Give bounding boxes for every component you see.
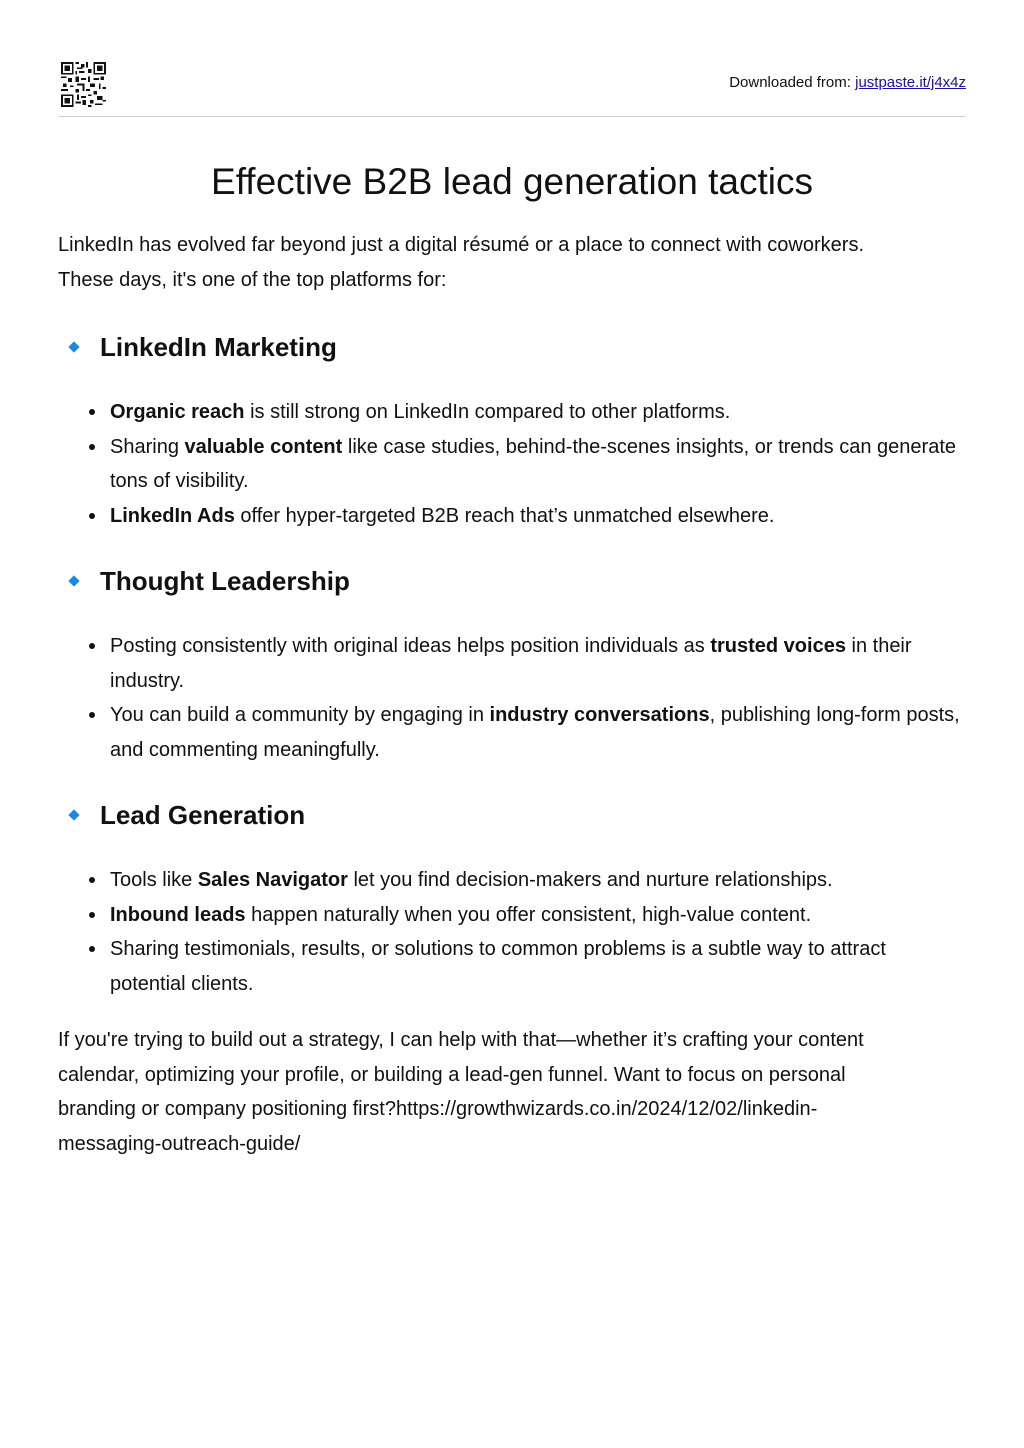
list-item bbox=[110, 499, 966, 534]
section-heading bbox=[58, 798, 966, 832]
source-link[interactable]: justpaste.it/j4x4z bbox=[855, 74, 966, 91]
item-bold-text: industry conversations bbox=[489, 704, 710, 726]
item-text: in their industry. bbox=[110, 635, 912, 692]
diamond-bullet-icon bbox=[68, 341, 79, 352]
outro-line: messaging-outreach-guide/ bbox=[58, 1132, 301, 1155]
download-source bbox=[729, 74, 966, 91]
item-bold-text: Sales Navigator bbox=[197, 869, 348, 891]
item-bold-text: Organic reach bbox=[110, 401, 245, 423]
section-heading bbox=[58, 330, 966, 364]
page-title: Effective B2B lead generation tactics bbox=[211, 161, 813, 202]
list-item bbox=[110, 698, 966, 767]
list-item bbox=[110, 629, 966, 698]
item-text: Sharing testimonials, results, or solutions to common problems is a subtle way to attract potential clients. bbox=[110, 938, 886, 995]
item-text: like case studies, behind-the-scenes insights, or trends can generate tons of visibility. bbox=[110, 435, 956, 492]
item-text: Tools like bbox=[110, 869, 198, 891]
outro-line: branding or company positioning first?https://growthwizards.co.in/2024/12/02/linkedin- bbox=[58, 1098, 818, 1120]
item-bold-text: LinkedIn Ads bbox=[110, 504, 235, 527]
item-text: let you find decision-makers and nurture relationships. bbox=[347, 869, 833, 891]
item-bold-text: trusted voices bbox=[710, 635, 846, 657]
item-text: is still strong on LinkedIn compared to other platforms. bbox=[244, 401, 731, 423]
list-item bbox=[110, 395, 966, 430]
item-text: You can build a community by engaging in bbox=[110, 704, 490, 726]
outro-line: If you're trying to build out a strategy, I can help with that—whether it’s crafting your content bbox=[58, 1029, 864, 1051]
intro-line: These days, it's one of the top platforms for: bbox=[58, 268, 447, 291]
intro-paragraph bbox=[58, 228, 966, 297]
list-item bbox=[110, 898, 966, 933]
section-heading bbox=[58, 564, 966, 598]
download-header bbox=[58, 0, 966, 117]
bullet-list bbox=[58, 395, 966, 533]
list-item bbox=[110, 863, 966, 898]
list-item bbox=[110, 430, 966, 499]
diamond-bullet-icon bbox=[68, 809, 79, 820]
source-label: Downloaded from: bbox=[729, 74, 856, 91]
diamond-bullet-icon bbox=[68, 575, 79, 586]
intro-line: LinkedIn has evolved far beyond just a digital résumé or a place to connect with coworkers. bbox=[58, 234, 864, 256]
document-page bbox=[58, 0, 966, 1155]
item-text: Posting consistently with original ideas helps position individuals as bbox=[110, 635, 711, 657]
list-item bbox=[110, 932, 966, 1001]
section-title: LinkedIn Marketing bbox=[100, 332, 337, 362]
item-bold-text: valuable content bbox=[184, 435, 343, 458]
item-text: happen naturally when you offer consistent, high-value content. bbox=[245, 903, 812, 926]
outro-line: calendar, optimizing your profile, or building a lead-gen funnel. Want to focus on personal bbox=[58, 1063, 846, 1086]
qr-code-icon bbox=[61, 62, 106, 107]
item-text: Sharing bbox=[110, 435, 185, 458]
item-text: offer hyper-targeted B2B reach that’s unmatched elsewhere. bbox=[234, 504, 775, 527]
article-body bbox=[58, 228, 966, 1161]
section-title: Thought Leadership bbox=[100, 566, 350, 596]
closing-paragraph bbox=[58, 1023, 966, 1161]
section-title: Lead Generation bbox=[100, 800, 306, 830]
item-text: , publishing long-form posts, and commenting meaningfully. bbox=[110, 704, 960, 761]
item-bold-text: Inbound leads bbox=[110, 903, 246, 926]
bullet-list bbox=[58, 863, 966, 1001]
bullet-list bbox=[58, 629, 966, 767]
